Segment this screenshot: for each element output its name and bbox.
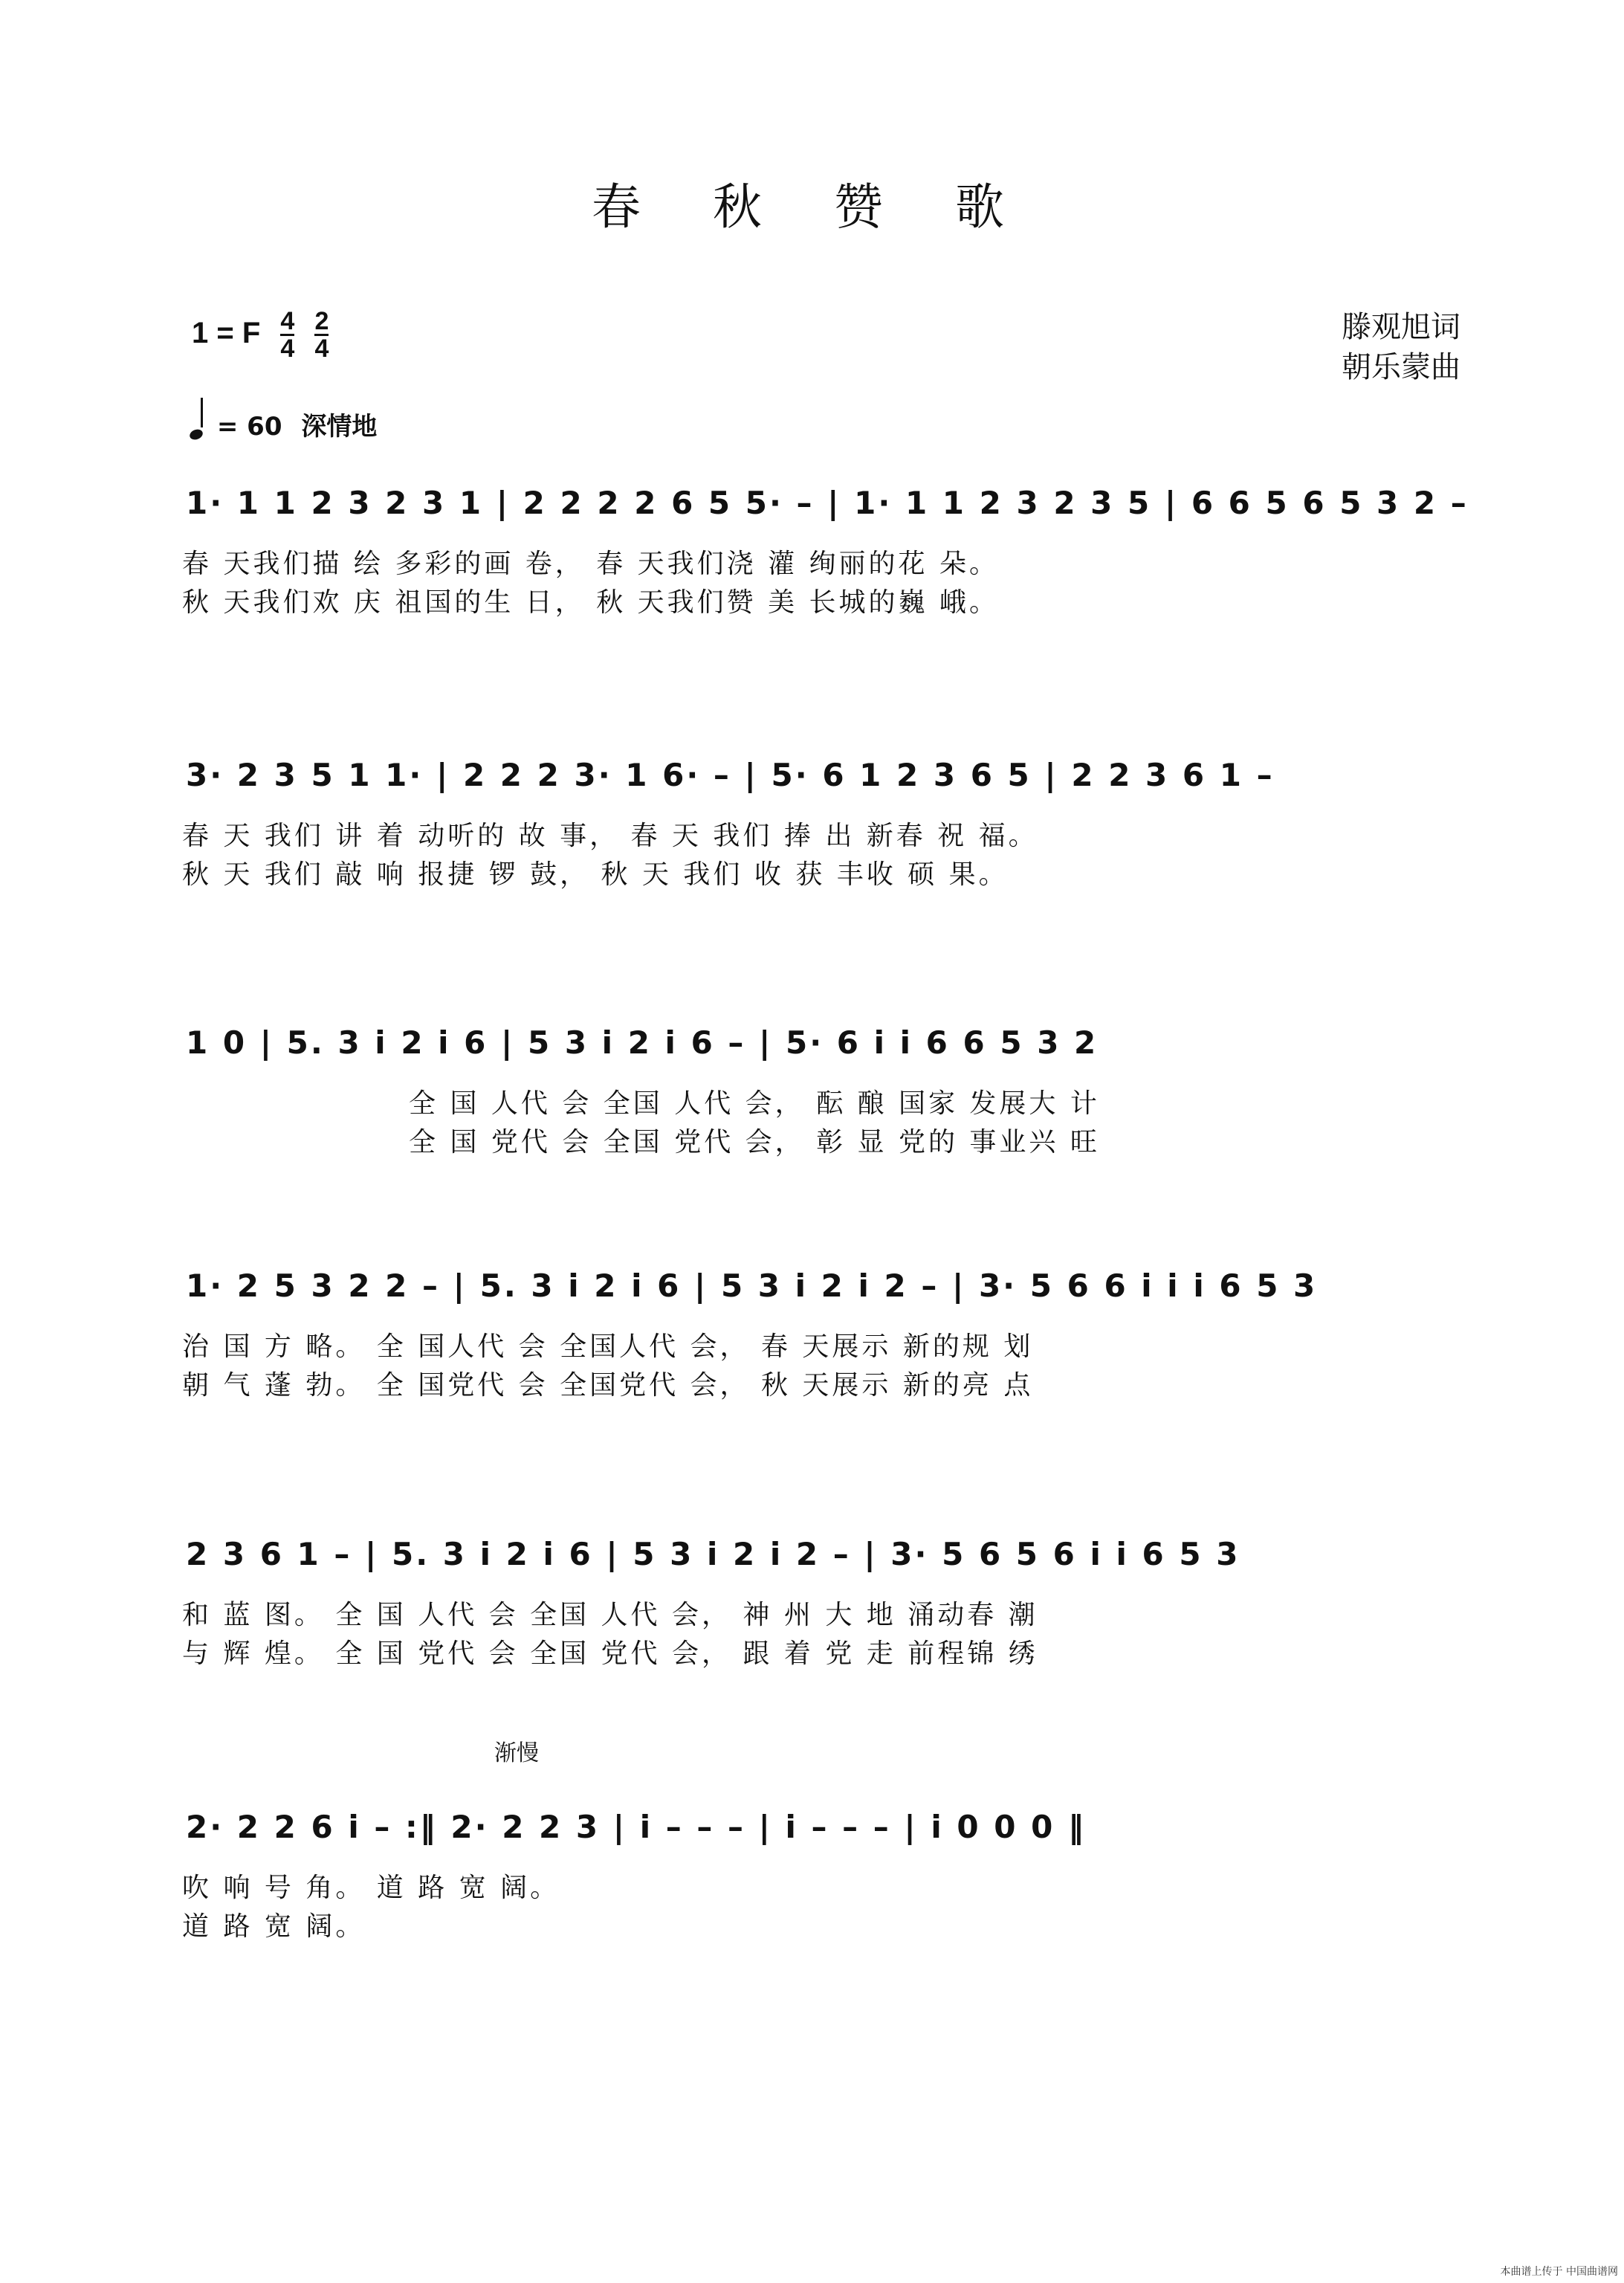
lyric-verse-1: 春 天我们描 绘 多彩的画 卷， 春 天我们浇 灌 绚丽的花 朵。 [182,549,999,579]
footer-credit: 本曲谱上传于 中国曲谱网 [1500,2266,1618,2278]
direction-ritardando: 渐慢 [494,1740,539,1766]
lyric-verse-2: 与 辉 煌。 全 国 党代 会 全国 党代 会， 跟 着 党 走 前程锦 绣 [182,1638,1038,1669]
lyricist: 滕观旭词 [1342,310,1460,344]
expression-mark: 深情地 [301,412,378,442]
score-row-5 [0,1536,1624,1848]
lyric-verse-2: 全 国 党代 会 全国 党代 会， 彰 显 党的 事业兴 旺 [409,1127,1100,1157]
score-row-6 [0,1740,1624,2121]
lyric-verse-2: 秋 天 我们 敲 响 报捷 锣 鼓， 秋 天 我们 收 获 丰收 硕 果。 [182,859,1009,890]
notation: 1· 1 1 2 3 2 3 1 | 2 2 2 2 6 5 5· – | 1· 1 1 2 3 2 3 5 | 6 6 5 6 5 3 2 – [186,485,1469,521]
lyric-verse-1: 治 国 方 略。 全 国人代 会 全国人代 会， 春 天展示 新的规 划 [182,1331,1034,1362]
score-row-4 [0,1268,1624,1580]
page-title: 春 秋 赞 歌 [592,178,1032,236]
lyric-verse-1: 全 国 人代 会 全国 人代 会， 酝 酿 国家 发展大 计 [409,1088,1100,1119]
composer: 朝乐蒙曲 [1342,350,1460,384]
notation: 2· 2 2 6 i – :‖ 2· 2 2 3 | i – – – | i – – – | i 0 0 0 ‖ [186,1809,1086,1845]
notation: 2 3 6 1 – | 5. 3 i 2 i 6 | 5 3 i 2 i 2 – | 3· 5 6 5 6 i i 6 5 3 [186,1536,1240,1572]
lyric-verse-2: 道 路 宽 阔。 [182,1911,366,1942]
time-signature-2-4: $\frac{2}{4}$ [314,307,329,363]
quarter-note-icon [188,427,204,441]
lyric-verse-1: 吹 响 号 角。 道 路 宽 阔。 [182,1873,560,1903]
lyric-verse-2: 朝 气 蓬 勃。 全 国党代 会 全国党代 会， 秋 天展示 新的亮 点 [182,1370,1034,1401]
score-row-2 [0,757,1624,1069]
notation: 3· 2 3 5 1 1· | 2 2 2 3· 1 6· – | 5· 6 1 2 3 6 5 | 2 2 3 6 1 – [186,757,1275,793]
time-signature-4-4: $\frac{4}{4}$ [280,307,295,363]
score-row-1 [0,485,1624,797]
lyric-verse-1: 和 蓝 图。 全 国 人代 会 全国 人代 会， 神 州 大 地 涌动春 潮 [182,1600,1038,1630]
notation: 1· 2 5 3 2 2 – | 5. 3 i 2 i 6 | 5 3 i 2 i 2 – | 3· 5 6 6 i i i 6 5 3 [186,1268,1318,1304]
lyric-verse-2: 秋 天我们欢 庆 祖国的生 日， 秋 天我们赞 美 长城的巍 峨。 [182,587,999,618]
tempo-value: = 60 [216,412,282,442]
key-signature [192,309,329,361]
lyric-verse-1: 春 天 我们 讲 着 动听的 故 事， 春 天 我们 捧 出 新春 祝 福。 [182,821,1038,851]
notation: 1 0 | 5. 3 i 2 i 6 | 5 3 i 2 i 6 – | 5· 6 i i 6 6 5 3 2 [186,1024,1099,1061]
tempo-marking [190,405,377,442]
key-label: 1 = F [192,317,261,350]
